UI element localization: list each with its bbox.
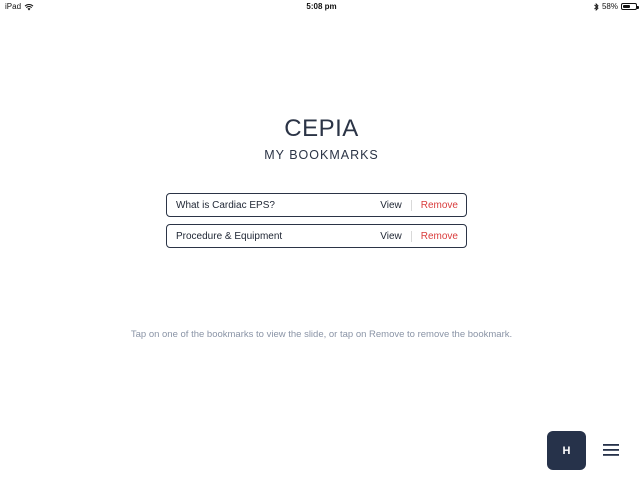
battery-tip xyxy=(637,6,639,9)
divider xyxy=(411,231,412,242)
status-bar xyxy=(0,0,643,14)
battery-icon xyxy=(621,3,637,10)
remove-button[interactable]: Remove xyxy=(420,199,458,211)
page-title: MY BOOKMARKS xyxy=(264,148,379,162)
status-right xyxy=(594,2,637,11)
hint-text: Tap on one of the bookmarks to view the slide, or tap on Remove to remove the bookmark. xyxy=(130,329,513,340)
divider xyxy=(411,200,412,211)
battery-percent: 58% xyxy=(601,2,618,11)
battery-level xyxy=(623,5,630,8)
view-button[interactable]: View xyxy=(380,230,402,242)
device-label: iPad xyxy=(5,2,22,11)
bluetooth-icon xyxy=(594,3,599,11)
hamburger-menu-icon[interactable] xyxy=(601,441,621,459)
remove-button[interactable]: Remove xyxy=(420,230,458,242)
view-button[interactable]: View xyxy=(380,199,402,211)
status-time: 5:08 pm xyxy=(306,2,337,11)
bookmark-title[interactable]: What is Cardiac EPS? xyxy=(176,199,275,211)
bookmark-row[interactable] xyxy=(166,193,467,217)
app-title: CEPIA xyxy=(284,115,359,142)
home-button[interactable]: H xyxy=(547,431,586,470)
bookmark-row[interactable] xyxy=(166,224,467,248)
bookmark-list xyxy=(166,193,467,255)
bookmark-title[interactable]: Procedure & Equipment xyxy=(176,230,283,242)
